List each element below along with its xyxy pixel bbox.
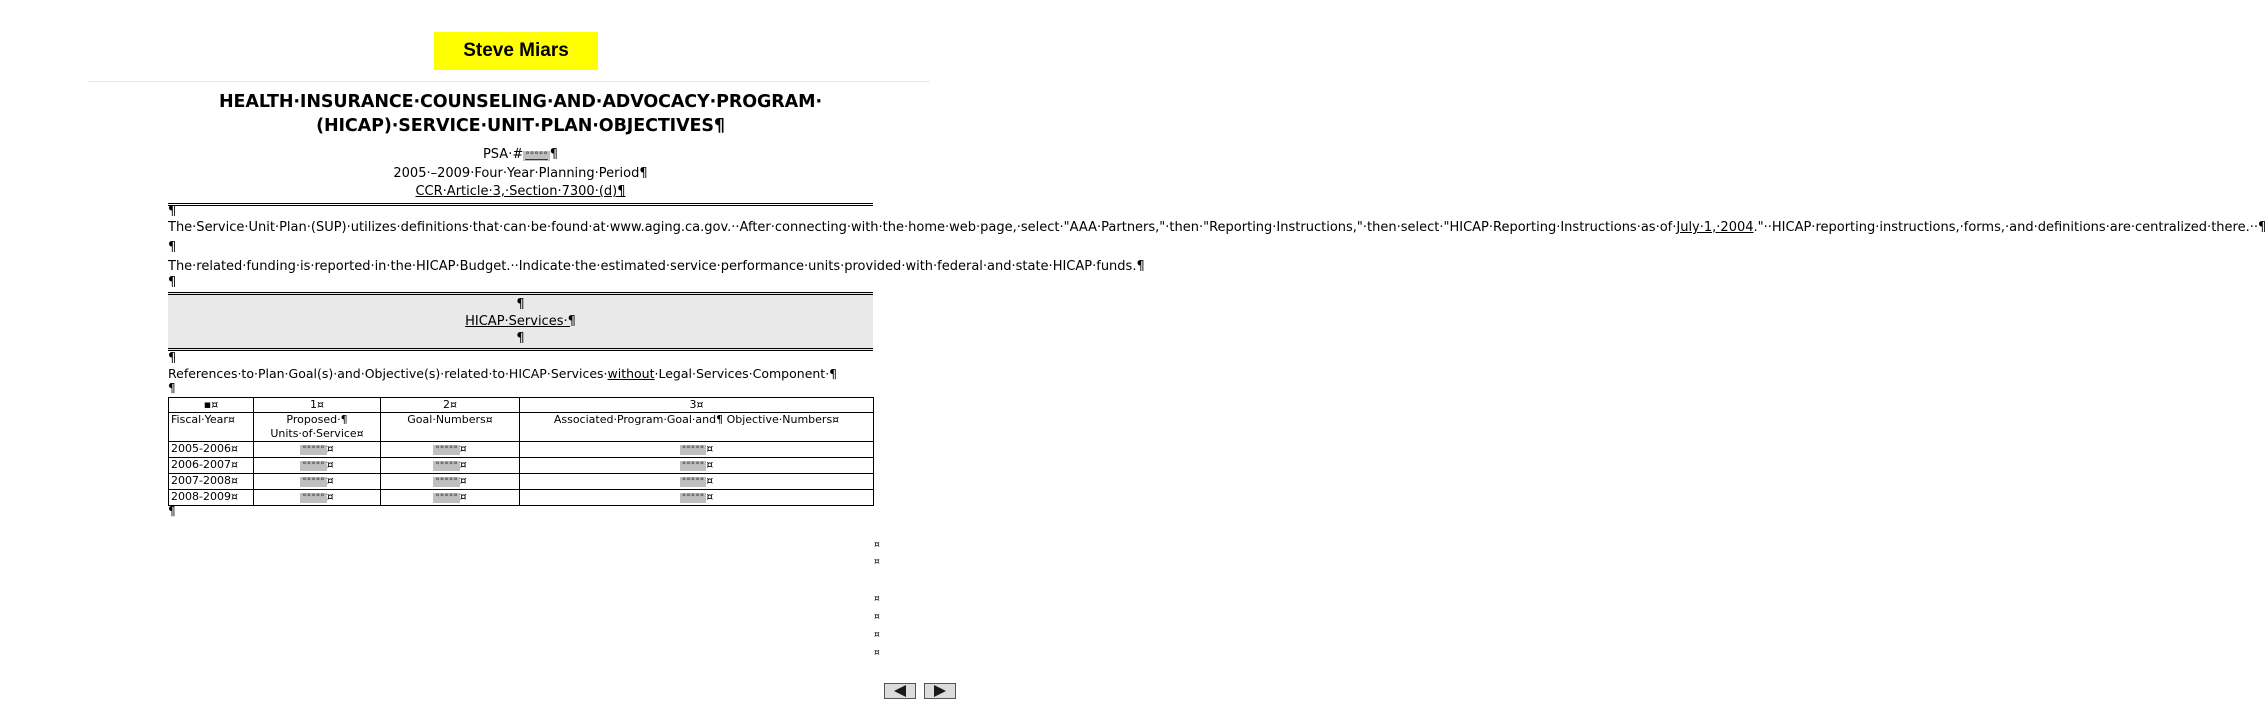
goals-field[interactable]: °°°°° [435,444,458,455]
empty-paragraph: ¶ [168,380,176,395]
table-row [169,489,874,505]
psa-number-field[interactable]: °°°°° [525,151,548,161]
table-row [169,457,874,473]
sup-definitions-paragraph [168,218,2266,238]
para1-text: The·Service·Unit·Plan·(SUP)·utilizes·definitions·that·can·be·found·at·www.aging.ca.gov.··After·connecting·with·the·home·web·page,·select·"AAA·Partners,"·then·"Reporting·Instructions,"·then·select·"HICAP·Reporting·Instructions·as·of· [168,220,1677,235]
fiscal-year-cell: 2008-2009¤ [169,489,254,505]
fiscal-year-cell: 2006-2007¤ [169,457,254,473]
goals-field[interactable]: °°°°° [435,492,458,503]
planning-period: 2005·–2009·Four·Year·Planning·Period¶ [393,166,648,181]
units-field[interactable]: °°°°° [302,476,325,487]
cell-mark: ¤ [459,473,467,487]
cell-mark: ¤ [459,489,467,503]
band-pilcrow-bottom: ¶ [516,330,525,346]
psa-suffix: ¶ [549,147,559,162]
table-row [169,473,874,489]
title-line-1: HEALTH·INSURANCE·COUNSELING·AND·ADVOCACY·PROGRAM· [219,92,822,112]
units-field[interactable]: °°°°° [302,444,325,455]
cell-mark: ¤ [706,441,714,455]
units-cell[interactable] [254,441,381,457]
table-cell: 1¤ [254,397,381,412]
left-triangle-icon [885,684,915,698]
trailing-pilcrow: ¶ [168,503,176,518]
cell-mark: ¤ [326,473,334,487]
goals-field[interactable]: °°°°° [435,460,458,471]
psa-line [168,146,873,165]
units-field[interactable]: °°°°° [302,460,325,471]
row-end-mark: ¤ [874,557,880,567]
table-cell: 2¤ [381,397,520,412]
title-line-2: (HICAP)·SERVICE·UNIT·PLAN·OBJECTIVES¶ [316,116,725,136]
ccr-reference: CCR·Article·3,·Section·7300·(d)¶ [415,184,626,199]
goals-cell[interactable] [381,489,520,505]
goals-cell[interactable] [381,441,520,457]
objectives-field[interactable]: °°°°° [681,476,705,487]
empty-paragraph: ¶ [168,204,177,219]
row-end-mark: ¤ [874,612,880,622]
document-page [168,88,2266,518]
row-end-mark: ¤ [874,540,880,550]
row-end-mark: ¤ [874,630,880,640]
header-fiscal-year: Fiscal·Year¤ [169,412,254,441]
header-divider [88,81,930,82]
table-row [169,441,874,457]
row-end-mark: ¤ [874,594,880,604]
fiscal-year-cell: 2005-2006¤ [169,441,254,457]
objectives-field[interactable]: °°°°° [681,492,705,503]
table-number-row [169,397,874,412]
fiscal-year-cell: 2007-2008¤ [169,473,254,489]
psa-prefix: PSA·# [482,147,524,162]
header-objective-numbers: Associated·Program·Goal·and¶ Objective·Numbers¤ [520,412,874,441]
objectives-field[interactable]: °°°°° [681,460,705,471]
row-end-mark: ¤ [874,648,880,658]
previous-slide-button[interactable] [884,683,916,699]
table-cell: 3¤ [520,397,874,412]
para1-date: July·1,·2004 [1676,220,1754,235]
table-cell: ▪¤ [169,397,254,412]
cell-mark: ¤ [459,457,467,471]
para1-text-end: ."··HICAP·reporting·instructions,·forms,·and·definitions·are·centralized·there.··¶ [1753,220,2266,235]
cell-mark: ¤ [326,457,334,471]
goals-field[interactable]: °°°°° [435,476,458,487]
objectives-cell[interactable] [520,457,874,473]
funding-paragraph: The·related·funding·is·reported·in·the·HICAP·Budget.··Indicate·the·estimated·service·performance·units·provided·with·federal·and·state·HICAP·funds.¶ [168,259,1145,274]
hicap-services-band [168,292,873,351]
cell-mark: ¤ [326,441,334,455]
empty-paragraph: ¶ [168,239,177,255]
empty-paragraph: ¶ [168,350,177,366]
header-proposed-units: Proposed·¶ Units·of·Service¤ [254,412,381,441]
objectives-cell[interactable] [520,441,874,457]
right-triangle-icon [925,684,955,698]
units-cell[interactable] [254,473,381,489]
next-slide-button[interactable] [924,683,956,699]
band-pilcrow-top: ¶ [516,296,525,312]
cell-mark: ¤ [706,457,714,471]
cell-mark: ¤ [706,489,714,503]
speaker-label: Steve Miars [434,32,598,70]
objectives-field[interactable]: °°°°° [681,444,705,455]
references-paragraph [168,366,873,381]
cell-mark: ¤ [459,441,467,455]
objectives-cell[interactable] [520,489,874,505]
ref-without: without [607,365,655,381]
objectives-cell[interactable] [520,473,874,489]
ref-text-end: ·Legal·Services·Component·¶ [654,365,838,381]
cell-mark: ¤ [706,473,714,487]
units-field[interactable]: °°°°° [302,492,325,503]
goals-cell[interactable] [381,473,520,489]
service-unit-table [168,397,874,506]
goals-cell[interactable] [381,457,520,473]
document-title [168,90,873,138]
units-cell[interactable] [254,489,381,505]
units-cell[interactable] [254,457,381,473]
ref-text: References·to·Plan·Goal(s)·and·Objective(s)·related·to·HICAP·Services· [168,365,608,381]
table-header-row [169,412,874,441]
cell-mark: ¤ [326,489,334,503]
empty-paragraph: ¶ [168,274,177,290]
header-goal-numbers: Goal·Numbers¤ [381,412,520,441]
band-title: HICAP·Services·¶ [465,313,576,329]
